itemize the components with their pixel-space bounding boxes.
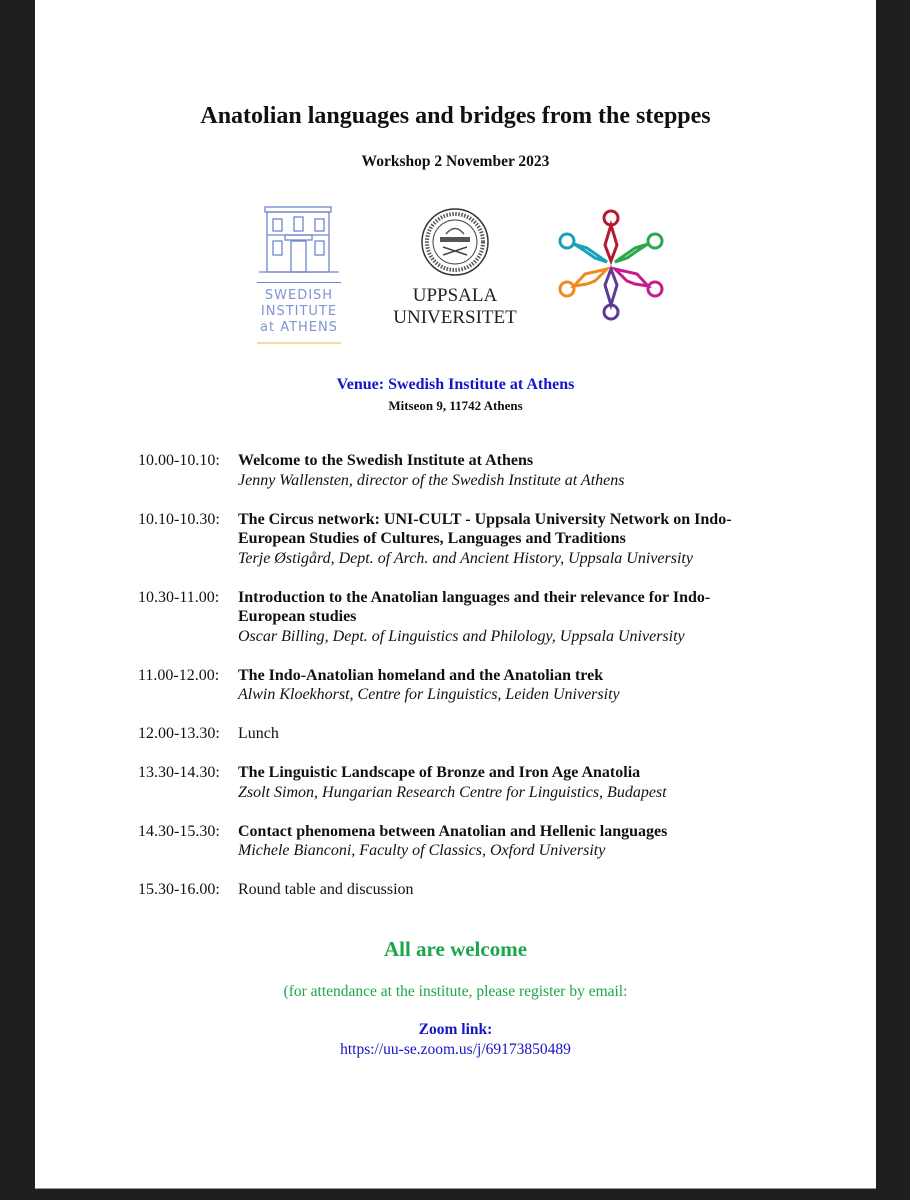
logo-text-line: at ATHENS	[260, 320, 338, 335]
schedule-item	[138, 880, 858, 900]
talk-title: Contact phenomena between Anatolian and Hellenic languages	[238, 822, 668, 840]
zoom-link[interactable]: https://uu-se.zoom.us/j/69173850489	[340, 1041, 571, 1058]
logo-text-line: UNIVERSITET	[393, 307, 517, 328]
speaker: Michele Bianconi, Faculty of Classics, Oxford University	[238, 842, 606, 859]
schedule-item	[138, 588, 858, 647]
talk-title: Welcome to the Swedish Institute at Athens	[238, 452, 534, 469]
logo-text-line: SWEDISH	[264, 288, 334, 303]
seal-icon	[380, 207, 530, 277]
session-label: Round table and discussion	[238, 881, 414, 898]
page-title: Anatolian languages and bridges from the steppes	[200, 103, 711, 129]
uppsala-university-logo	[380, 207, 530, 329]
speaker: Zsolt Simon, Hungarian Research Centre for Linguistics, Budapest	[238, 783, 667, 801]
building-icon	[257, 205, 341, 275]
star-network-icon	[557, 208, 665, 323]
schedule	[138, 451, 858, 919]
document-page	[35, 0, 876, 1189]
venue-label: Venue: Swedish Institute at Athens	[336, 376, 575, 393]
logo-text-line: INSTITUTE	[260, 304, 338, 319]
talk-title: The Linguistic Landscape of Bronze and Iron Age Anatolia	[238, 764, 641, 781]
talk-title: Introduction to the Anatolian languages and their relevance for Indo-European studies	[238, 588, 711, 625]
time-slot: 11.00-12.00:	[138, 666, 220, 684]
welcome-heading: All are welcome	[383, 937, 528, 961]
time-slot: 10.30-11.00:	[138, 588, 220, 606]
break-label: Lunch	[238, 725, 279, 742]
schedule-item	[138, 822, 858, 861]
time-slot: 15.30-16.00:	[138, 881, 220, 898]
talk-title: The Indo-Anatolian homeland and the Anatolian trek	[238, 666, 604, 684]
speaker: Jenny Wallensten, director of the Swedish Institute at Athens	[238, 471, 625, 489]
speaker: Alwin Kloekhorst, Centre for Linguistics, Leiden University	[238, 686, 620, 703]
network-logo	[557, 208, 665, 328]
register-note: (for attendance at the institute, please register by email:	[283, 983, 628, 1000]
schedule-item	[138, 510, 858, 569]
speaker: Terje Østigård, Dept. of Arch. and Ancient History, Uppsala University	[238, 549, 693, 567]
schedule-item	[138, 763, 858, 802]
logo-text-line: UPPSALA	[412, 285, 498, 306]
talk-title: The Circus network: UNI-CULT - Uppsala University Network on Indo-European Studies of Cultures, Languages and Traditions	[238, 510, 732, 547]
schedule-item	[138, 666, 858, 705]
speaker: Oscar Billing, Dept. of Linguistics and Philology, Uppsala University	[238, 627, 685, 645]
time-slot: 10.00-10.10:	[138, 452, 220, 469]
zoom-link-label: Zoom link:	[418, 1021, 493, 1038]
swedish-institute-logo	[257, 205, 341, 344]
schedule-item	[138, 724, 858, 744]
schedule-item	[138, 451, 858, 490]
time-slot: 10.10-10.30:	[138, 510, 220, 528]
time-slot: 14.30-15.30:	[138, 822, 220, 840]
time-slot: 12.00-13.30:	[138, 725, 220, 742]
time-slot: 13.30-14.30:	[138, 764, 220, 781]
venue-address: Mitseon 9, 11742 Athens	[388, 398, 523, 413]
workshop-date: Workshop 2 November 2023	[361, 153, 550, 170]
